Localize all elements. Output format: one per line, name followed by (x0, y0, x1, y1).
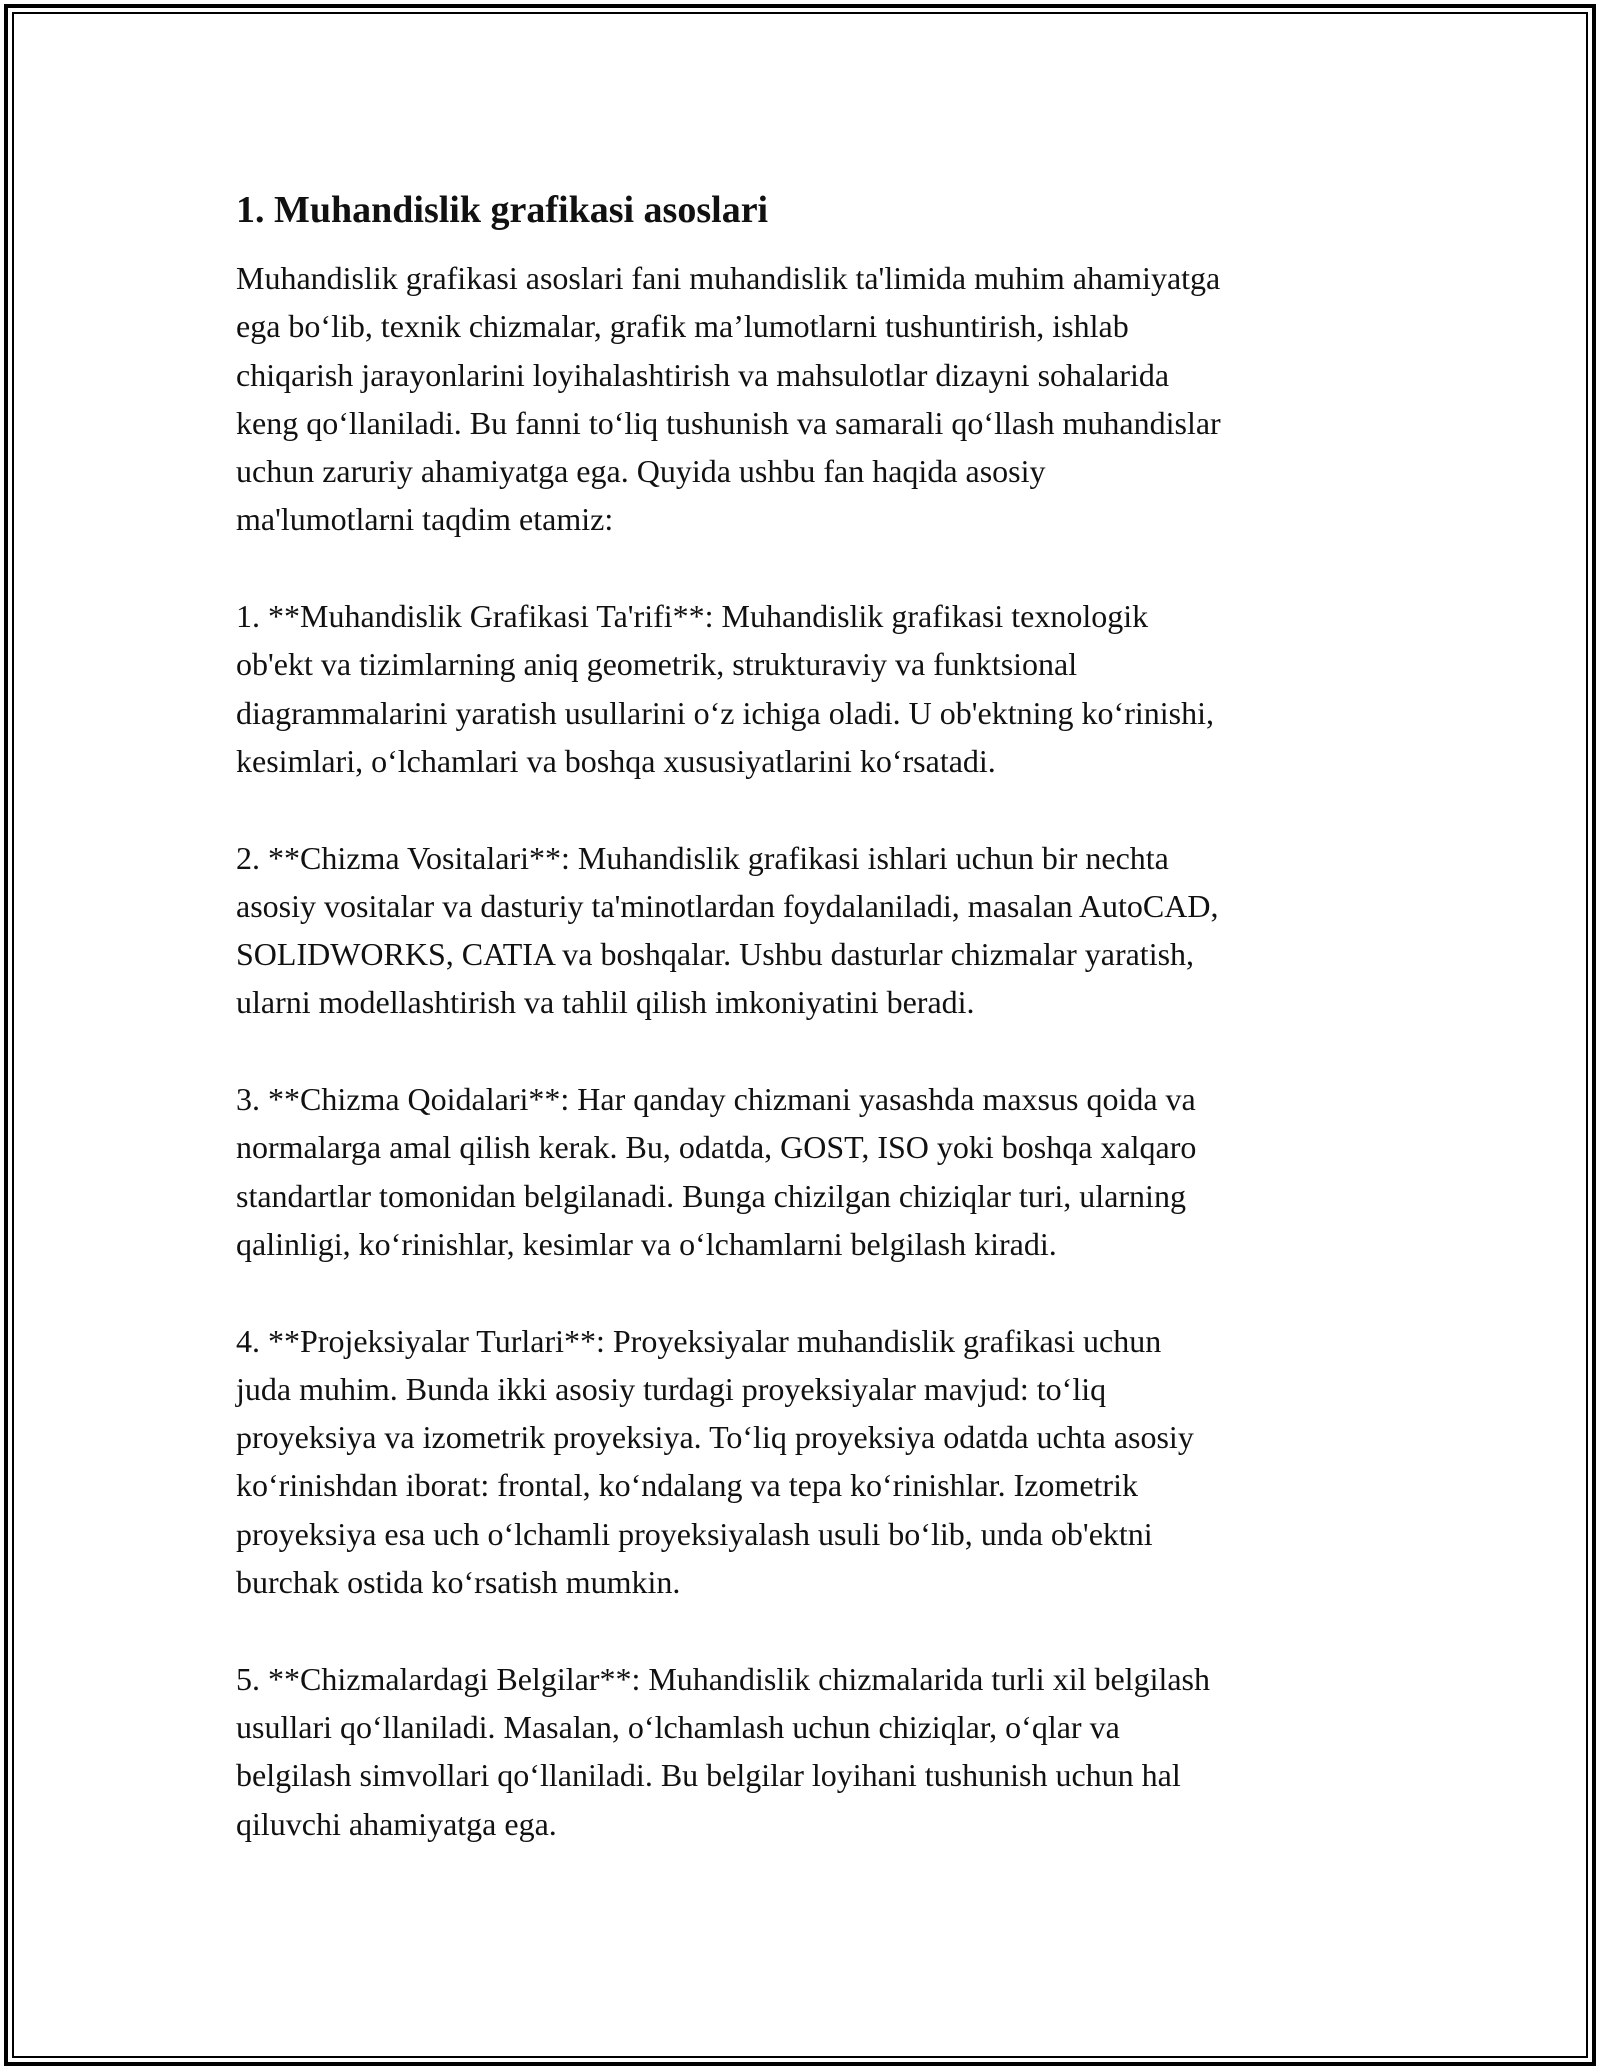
paragraph-intro (236, 254, 1376, 544)
text-line: asosiy vositalar va dasturiy ta'minotlardan foydalaniladi, masalan AutoCAD, (236, 887, 1219, 924)
text-line: 1. **Muhandislik Grafikasi Ta'rifi**: Muhandislik grafikasi texnologik (236, 598, 1149, 635)
text-line: ularni modellashtirish va tahlil qilish imkoniyatini beradi. (236, 984, 975, 1021)
text-line: uchun zaruriy ahamiyatga ega. Quyida ushbu fan haqida asosiy (236, 453, 1046, 490)
text-line: kesimlari, o‘lchamlari va boshqa xususiyatlarini ko‘rsatadi. (236, 742, 996, 779)
text-line: diagrammalarini yaratish usullarini o‘z ichiga oladi. U ob'ektning ko‘rinishi, (236, 694, 1214, 731)
paragraph-item-3 (236, 1075, 1376, 1268)
text-line: standartlar tomonidan belgilanadi. Bunga chizilgan chiziqlar turi, ularning (236, 1177, 1186, 1214)
text-line: Muhandislik grafikasi asoslari fani muhandislik ta'limida muhim ahamiyatga (236, 260, 1221, 296)
paragraph-item-4 (236, 1317, 1376, 1607)
text-line: ma'lumotlarni taqdim etamiz: (236, 501, 614, 538)
paragraph-item-2 (236, 834, 1376, 1027)
text-line: ko‘rinishdan iborat: frontal, ko‘ndalang va tepa ko‘rinishlar. Izometrik (236, 1467, 1138, 1504)
text-line: burchak ostida ko‘rsatish mumkin. (236, 1564, 681, 1601)
paragraph-item-5 (236, 1655, 1376, 1848)
text-line: chiqarish jarayonlarini loyihalashtirish va mahsulotlar dizayni sohalarida (236, 356, 1170, 393)
text-line: 4. **Projeksiyalar Turlari**: Proyeksiyalar muhandislik grafikasi uchun (236, 1322, 1162, 1359)
text-line: qalinligi, ko‘rinishlar, kesimlar va o‘lchamlarni belgilash kiradi. (236, 1225, 1057, 1262)
text-line: ega bo‘lib, texnik chizmalar, grafik ma’lumotlarni tushuntirish, ishlab (236, 308, 1129, 345)
text-line: belgilash simvollari qo‘llaniladi. Bu belgilar loyihani tushunish uchun hal (236, 1757, 1181, 1794)
text-line: qiluvchi ahamiyatga ega. (236, 1805, 557, 1842)
text-line: juda muhim. Bunda ikki asosiy turdagi proyeksiyalar mavjud: to‘liq (236, 1370, 1107, 1407)
text-line: proyeksiya va izometrik proyeksiya. To‘liq proyeksiya odatda uchta asosiy (236, 1419, 1194, 1456)
text-line: 3. **Chizma Qoidalari**: Har qanday chizmani yasashda maxsus qoida va (236, 1081, 1196, 1118)
document-title: 1. Muhandislik grafikasi asoslari (236, 189, 769, 231)
text-line: ob'ekt va tizimlarning aniq geometrik, strukturaviy va funktsional (236, 646, 1078, 683)
text-line: usullari qo‘llaniladi. Masalan, o‘lchamlash uchun chiziqlar, o‘qlar va (236, 1708, 1120, 1745)
text-line: proyeksiya esa uch o‘lchamli proyeksiyalash usuli bo‘lib, unda ob'ektni (236, 1515, 1153, 1552)
text-line: SOLIDWORKS, CATIA va boshqalar. Ushbu dasturlar chizmalar yaratish, (236, 936, 1195, 973)
paragraph-item-1 (236, 592, 1376, 785)
text-line: normalarga amal qilish kerak. Bu, odatda, GOST, ISO yoki boshqa xalqaro (236, 1129, 1197, 1166)
document-body (236, 186, 1376, 1896)
text-line: 5. **Chizmalardagi Belgilar**: Muhandislik chizmalarida turli xil belgilash (236, 1660, 1210, 1697)
text-line: keng qo‘llaniladi. Bu fanni to‘liq tushunish va samarali qo‘llash muhandislar (236, 404, 1221, 441)
text-line: 2. **Chizma Vositalari**: Muhandislik grafikasi ishlari uchun bir nechta (236, 839, 1169, 876)
